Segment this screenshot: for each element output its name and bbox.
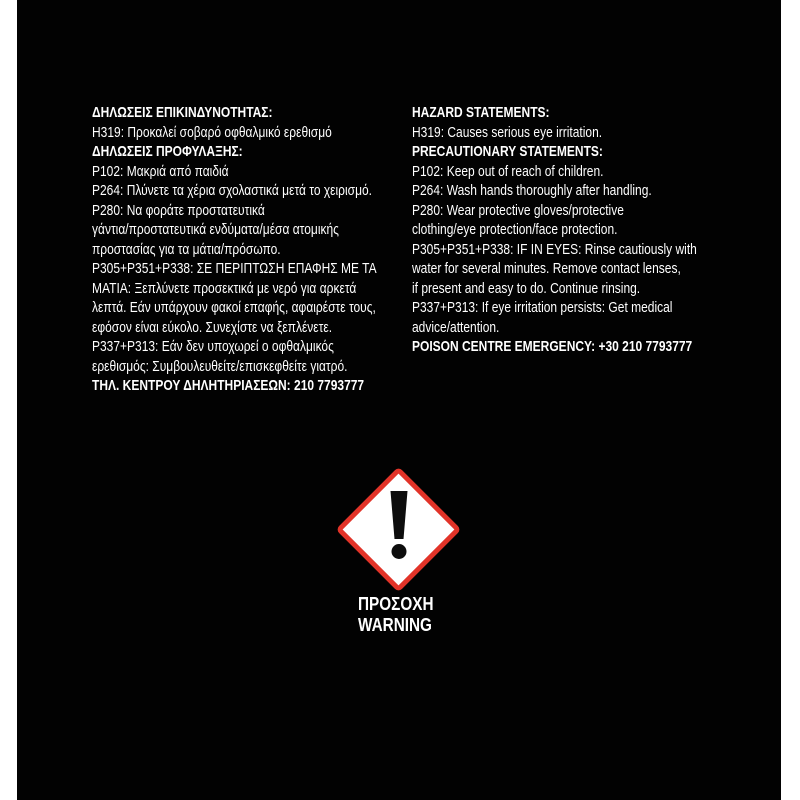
p280-statement-el-line2: γάντια/προστατευτικά ενδύματα/μέσα ατομικής	[92, 221, 339, 238]
signal-word-greek: ΠΡΟΣΟΧΗ	[358, 594, 434, 614]
p280-statement-en-line2: clothing/eye protection/face protection.	[412, 221, 618, 238]
precautionary-statements-heading-el: ΔΗΛΩΣΕΙΣ ΠΡΟΦΥΛΑΞΗΣ:	[92, 143, 243, 160]
signal-word-english: WARNING	[358, 614, 432, 635]
ghs-diamond-border	[336, 467, 462, 593]
precautionary-statements-heading-en: PRECAUTIONARY STATEMENTS:	[412, 143, 603, 160]
hazard-statements-heading-en: HAZARD STATEMENTS:	[412, 104, 550, 121]
p337-statement-en-line2: advice/attention.	[412, 318, 500, 336]
exclamation-icon	[379, 489, 419, 561]
hazard-statements-heading-el: ΔΗΛΩΣΕΙΣ ΕΠΙΚΙΝΔΥΝΟΤΗΤΑΣ:	[92, 104, 273, 121]
p305-statement-el-line1: P305+P351+P338: ΣΕ ΠΕΡΙΠΤΩΣΗ ΕΠΑΦΗΣ ΜΕ ΤΑ	[92, 260, 377, 277]
poison-centre-phone-el: ΤΗΛ. ΚΕΝΤΡΟΥ ΔΗΛΗΤΗΡΙΑΣΕΩΝ: 210 7793777	[92, 377, 365, 394]
p305-statement-el-line4: εφόσον είναι εύκολο. Συνεχίστε να ξεπλένετε.	[92, 318, 333, 336]
p337-statement-en-line1: P337+P313: If eye irritation persists: Get medical	[412, 299, 673, 316]
poison-centre-phone-en: POISON CENTRE EMERGENCY: +30 210 7793777	[412, 338, 693, 355]
p305-statement-el-line3: λεπτά. Εάν υπάρχουν φακοί επαφής, αφαιρέστε τους,	[92, 299, 376, 316]
english-statements-column	[412, 103, 748, 357]
p280-statement-el-line1: P280: Να φοράτε προστατευτικά	[92, 201, 265, 219]
p102-statement-el: P102: Μακριά από παιδιά	[92, 162, 229, 180]
h319-statement-en: H319: Causes serious eye irritation.	[412, 123, 603, 141]
p305-statement-el-line2: ΜΑΤΙΑ: Ξεπλύνετε προσεκτικά με νερό για αρκετά	[92, 279, 357, 297]
p280-statement-el-line3: προστασίας για τα μάτια/πρόσωπο.	[92, 240, 281, 258]
p280-statement-en-line1: P280: Wear protective gloves/protective	[412, 201, 624, 219]
p305-statement-en-line1: P305+P351+P338: IF IN EYES: Rinse cautiously with	[412, 240, 697, 258]
p102-statement-en: P102: Keep out of reach of children.	[412, 162, 604, 180]
p264-statement-en: P264: Wash hands thoroughly after handling.	[412, 182, 652, 199]
p337-statement-el-line2: ερεθισμός: Συμβουλευθείτε/επισκεφθείτε γιατρό.	[92, 357, 348, 375]
h319-statement-el: Η319: Προκαλεί σοβαρό οφθαλμικό ερεθισμό	[92, 123, 332, 141]
p305-statement-en-line3: if present and easy to do. Continue rinsing.	[412, 279, 641, 297]
signal-word-block	[358, 594, 434, 635]
p305-statement-en-line2: water for several minutes. Remove contact lenses,	[412, 260, 681, 277]
greek-statements-column	[92, 103, 428, 396]
p264-statement-el: P264: Πλύνετε τα χέρια σχολαστικά μετά το χειρισμό.	[92, 182, 373, 199]
label-black-panel	[17, 0, 781, 800]
p337-statement-el-line1: P337+P313: Εάν δεν υποχωρεί ο οφθαλμικός	[92, 338, 334, 355]
